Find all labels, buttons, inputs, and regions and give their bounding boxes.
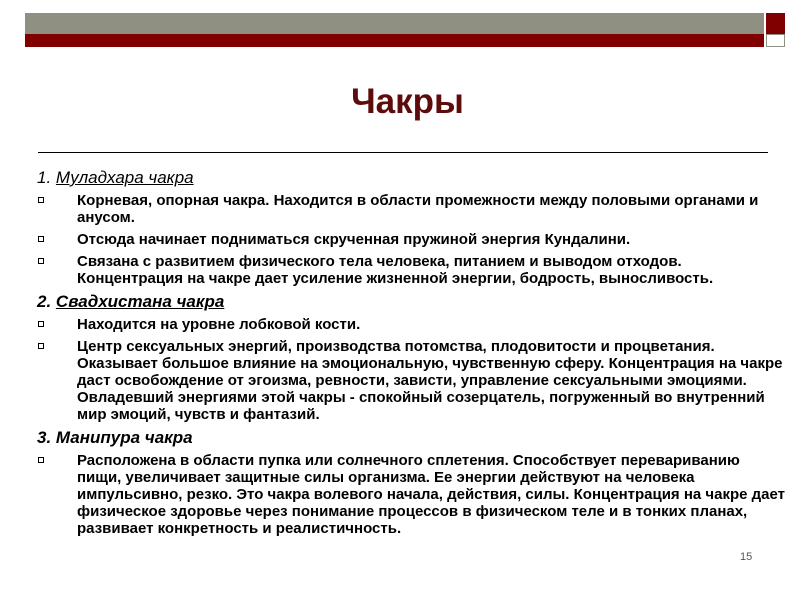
section-bullets-muladhara xyxy=(37,192,787,287)
bullet-text: Центр сексуальных энергий, производства потомства, плодовитости и процветания. Оказывает большое влияние на эмоциональную, чувственную сферу. Концентрация на чакре даст освобождение от эгоизма, ревности, зависти, управление сексуальными эмоциями. Овладевший энергиями этой чакры - спокойный созерцатель, погруженный во внутренний мир эмоций, чувств и фантазий. xyxy=(77,338,783,423)
title-divider xyxy=(38,152,768,153)
header-gray-bar xyxy=(25,13,764,34)
section-number: 2. xyxy=(37,292,52,311)
list-item xyxy=(37,231,787,248)
square-bullet-icon xyxy=(38,343,44,349)
section-bullets-svadhisthana xyxy=(37,316,787,423)
page-number: 15 xyxy=(740,551,753,563)
slide-title: Чакры xyxy=(351,82,464,121)
section-bullets-manipura xyxy=(37,452,787,537)
square-bullet-icon xyxy=(38,236,44,242)
square-bullet-icon xyxy=(38,258,44,264)
square-bullet-icon xyxy=(38,321,44,327)
square-bullet-icon xyxy=(38,457,44,463)
list-item xyxy=(37,452,787,537)
square-bullet-icon xyxy=(38,197,44,203)
header-white-square xyxy=(766,34,785,47)
list-item xyxy=(37,316,787,333)
bullet-text: Расположена в области пупка или солнечного сплетения. Способствует перевариванию пищи, увеличивает защитные силы организма. Ее энергии действуют на человека импульсивно, резко. Это чакра волевого начала, действия, силы. Концентрация на чакре дает физическое здоровье через понимание процессов в физическом теле и в тонких планах, развивает конкретность и реалистичность. xyxy=(77,452,786,537)
section-name: Манипура чакра xyxy=(55,428,193,447)
header-red-square xyxy=(766,13,785,34)
section-title-svadhisthana xyxy=(37,292,787,312)
bullet-text: Находится на уровне лобковой кости. xyxy=(77,316,361,333)
bullet-text: Корневая, опорная чакра. Находится в области промежности между половыми органами и анусом. xyxy=(77,192,759,226)
slide-content xyxy=(37,168,787,542)
bullet-text: Отсюда начинает подниматься скрученная пружиной энергия Кундалини. xyxy=(77,231,631,248)
section-name: Муладхара чакра xyxy=(55,168,194,187)
section-title-manipura xyxy=(37,428,787,448)
list-item xyxy=(37,192,787,226)
section-number: 3. xyxy=(37,428,52,447)
list-item xyxy=(37,253,787,287)
section-number: 1. xyxy=(37,168,52,187)
section-title-muladhara xyxy=(37,168,787,188)
list-item xyxy=(37,338,787,423)
section-name: Свадхистана чакра xyxy=(55,292,225,311)
bullet-text: Связана с развитием физического тела человека, питанием и выводом отходов. Концентрация на чакре дает усиление жизненной энергии, бодрость, выносливость. xyxy=(77,253,714,287)
header-red-bar xyxy=(25,34,764,47)
